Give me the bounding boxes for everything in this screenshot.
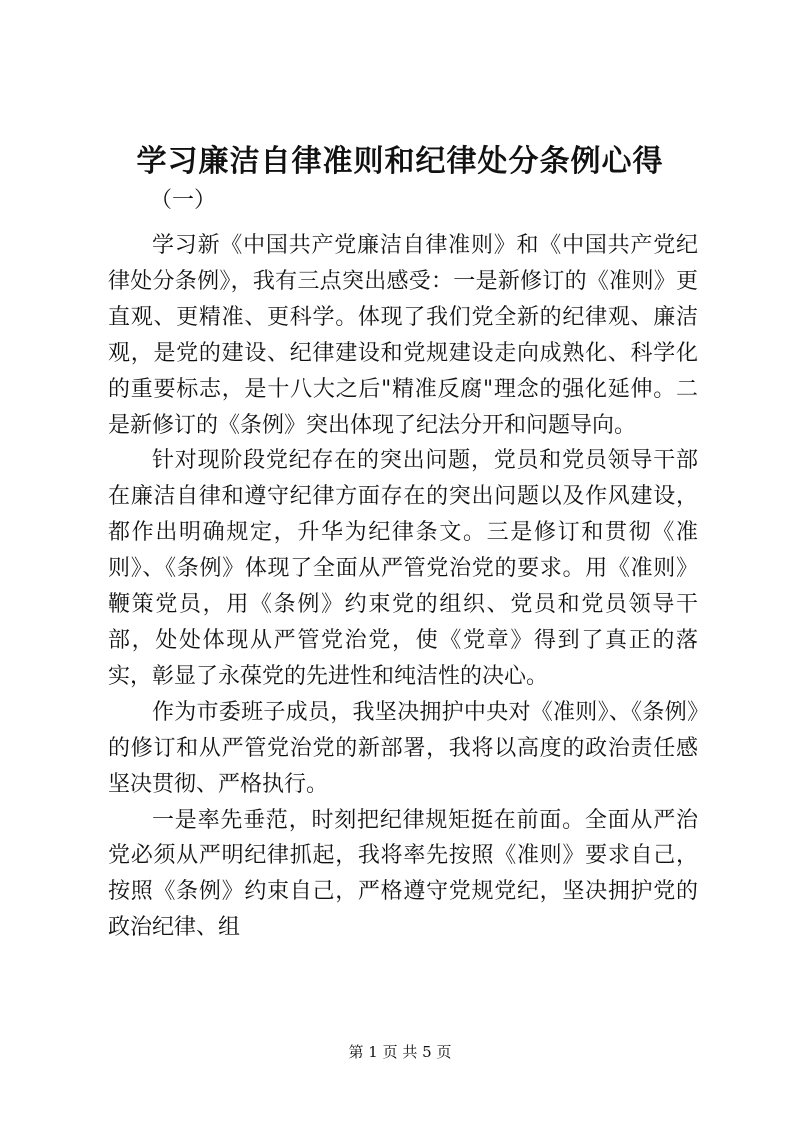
page-title: 学习廉洁自律准则和纪律处分条例心得 (136, 144, 664, 179)
paragraph: 一是率先垂范，时刻把纪律规矩挺在前面。全面从严治党必须从严明纪律抓起，我将率先按照《准则》要求自己，按照《条例》约束自己，严格遵守党规党纪，坚决拥护党的政治纪律、组 (108, 807, 698, 941)
document-body (108, 228, 698, 946)
paragraph: 针对现阶段党纪存在的突出问题，党员和党员领导干部在廉洁自律和遵守纪律方面存在的突出问题以及作风建设，都作出明确规定，升华为纪律条文。三是修订和贯彻《准则》、《条例》体现了全面从严管党治党的要求。用《准则》鞭策党员，用《条例》约束党的组织、党员和党员领导干部，处处体现从严管党治党，使《党章》得到了真正的落实，彰显了永葆党的先进性和纯洁性的决心。 (108, 448, 698, 689)
paragraph: 作为市委班子成员，我坚决拥护中央对《准则》、《条例》的修订和从严管党治党的新部署，我将以高度的政治责任感坚决贯彻、严格执行。 (108, 699, 698, 797)
section-number: （一） (150, 188, 217, 213)
page-footer: 第 1 页 共 5 页 (348, 1043, 452, 1061)
paragraph: 学习新《中国共产党廉洁自律准则》和《中国共产党纪律处分条例》，我有三点突出感受：一是新修订的《准则》更直观、更精准、更科学。体现了我们党全新的纪律观、廉洁观，是党的建设、纪律建设和党规建设走向成熟化、科学化的重要标志，是十八大之后"精准反腐"理念的强化延伸。二是新修订的《条例》突出体现了纪法分开和问题导向。 (108, 233, 698, 438)
